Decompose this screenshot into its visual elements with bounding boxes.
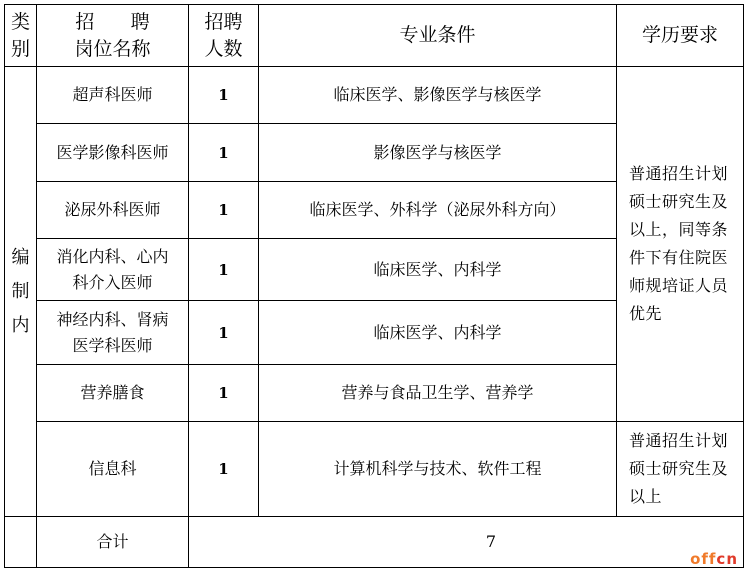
position-cell: 信息科	[37, 422, 189, 517]
count-cell: 1	[189, 67, 259, 124]
recruitment-table-wrapper	[4, 4, 744, 568]
total-value: 7	[189, 517, 744, 568]
total-row	[5, 517, 744, 568]
major-cell: 临床医学、影像医学与核医学	[259, 67, 617, 124]
recruitment-table	[4, 4, 744, 568]
count-cell: 1	[189, 124, 259, 182]
count-cell: 1	[189, 301, 259, 365]
major-cell: 计算机科学与技术、软件工程	[259, 422, 617, 517]
header-education: 学历要求	[617, 5, 744, 67]
education-cell: 普通招生计划 硕士研究生及 以上，同等条 件下有住院医 师规培证人员 优先	[617, 67, 744, 422]
education-cell-b: 普通招生计划 硕士研究生及 以上	[617, 422, 744, 517]
major-cell: 影像医学与核医学	[259, 124, 617, 182]
total-label: 合计	[37, 517, 189, 568]
position-cell: 消化内科、心内 科介入医师	[37, 239, 189, 301]
header-headcount: 招聘 人数	[189, 5, 259, 67]
major-cell: 临床医学、内科学	[259, 301, 617, 365]
position-cell: 营养膳食	[37, 365, 189, 422]
position-cell: 超声科医师	[37, 67, 189, 124]
table-row	[5, 422, 744, 517]
header-row	[5, 5, 744, 67]
count-cell: 1	[189, 422, 259, 517]
total-blank-cell	[5, 517, 37, 568]
major-cell: 临床医学、外科学（泌尿外科方向）	[259, 182, 617, 239]
category-cell: 编 制 内	[5, 67, 37, 517]
header-position: 招 聘 岗位名称	[37, 5, 189, 67]
count-cell: 1	[189, 182, 259, 239]
major-cell: 临床医学、内科学	[259, 239, 617, 301]
major-cell: 营养与食品卫生学、营养学	[259, 365, 617, 422]
header-major: 专业条件	[259, 5, 617, 67]
header-category: 类 别	[5, 5, 37, 67]
offcn-watermark: offcn	[690, 550, 738, 568]
position-cell: 医学影像科医师	[37, 124, 189, 182]
position-cell: 神经内科、肾病 医学科医师	[37, 301, 189, 365]
count-cell: 1	[189, 365, 259, 422]
position-cell: 泌尿外科医师	[37, 182, 189, 239]
table-row	[5, 67, 744, 124]
count-cell: 1	[189, 239, 259, 301]
